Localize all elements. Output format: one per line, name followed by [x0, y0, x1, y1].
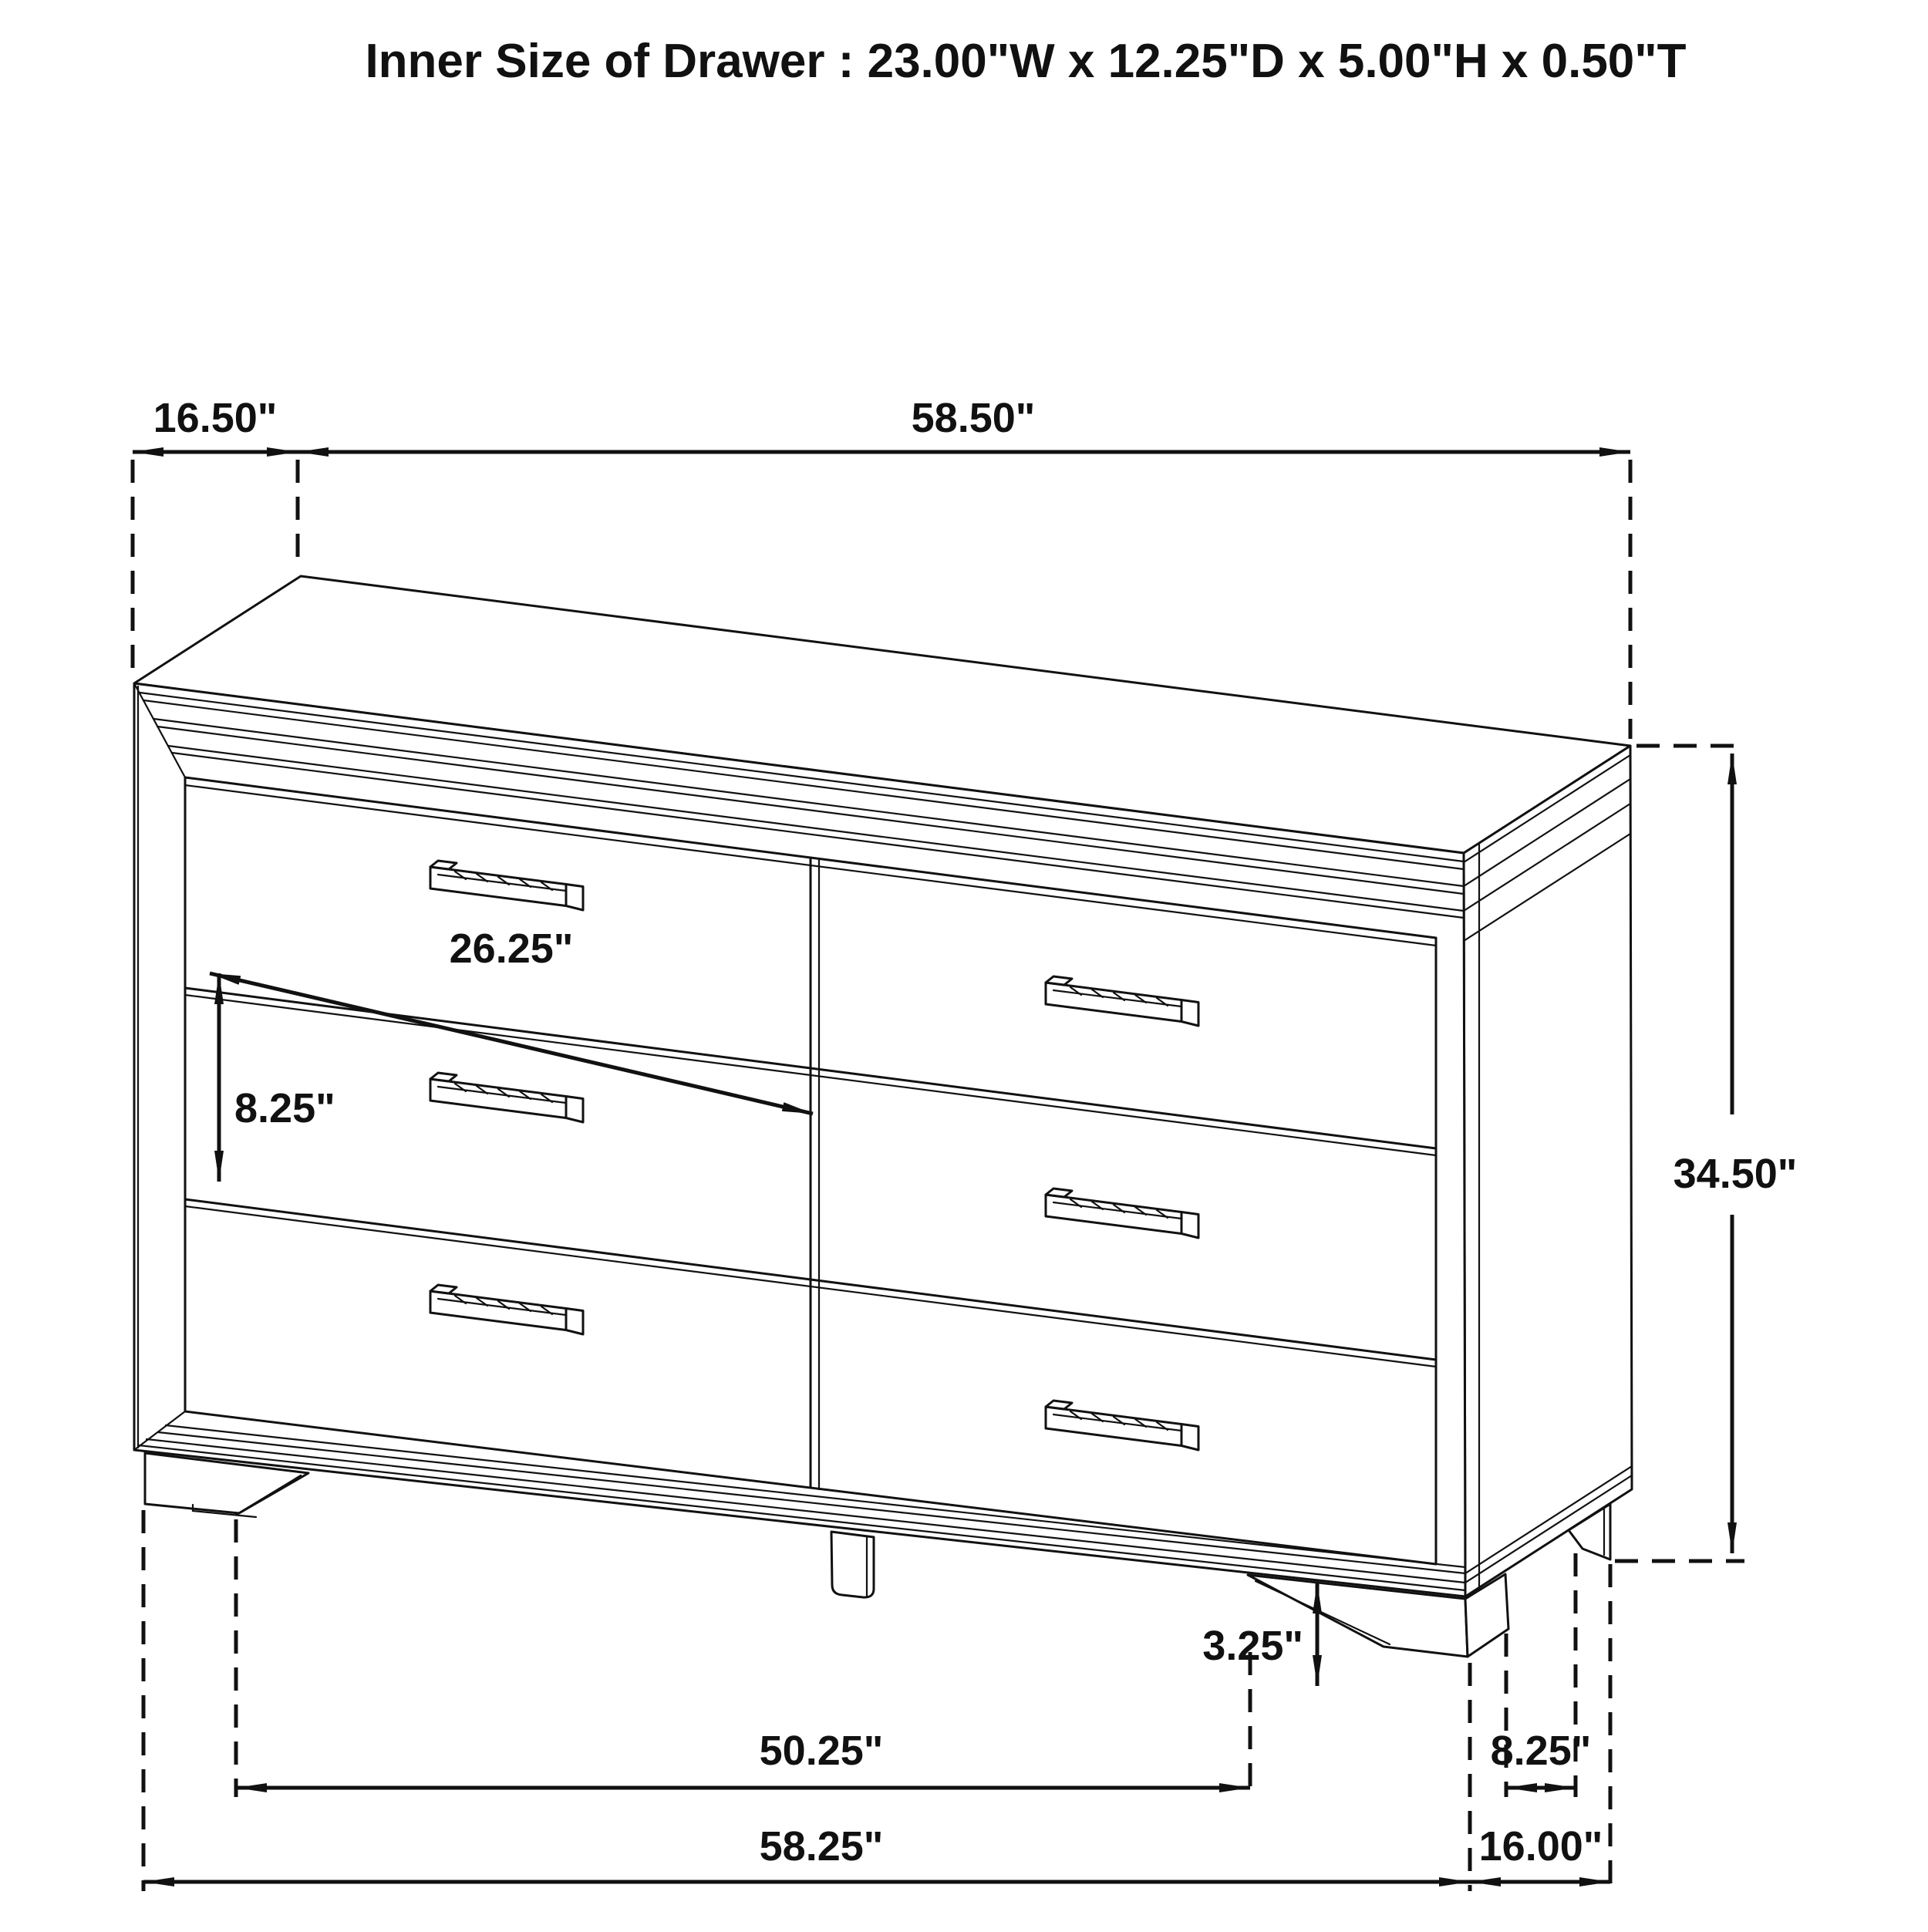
label-leg-height: 3.25"	[1202, 1623, 1303, 1669]
label-top-depth: 16.50"	[153, 395, 278, 441]
dresser	[134, 576, 1632, 1657]
label-bottom-depth: 16.00"	[1478, 1823, 1603, 1870]
drawing-title: Inner Size of Drawer : 23.00"W x 12.25"D x 5.00"H x 0.50"T	[365, 35, 1687, 88]
label-drawer-height: 8.25"	[234, 1085, 335, 1131]
side-face	[1464, 746, 1632, 1610]
dimension-overall-height	[1615, 746, 1797, 1561]
label-drawer-width: 26.25"	[449, 926, 574, 972]
label-side-leg-span: 8.25"	[1490, 1728, 1592, 1774]
label-top-width: 58.50"	[911, 395, 1036, 441]
label-bottom-width: 58.25"	[759, 1823, 884, 1870]
label-front-leg-span: 50.25"	[759, 1728, 884, 1774]
center-leg	[831, 1532, 874, 1597]
label-overall-height: 34.50"	[1673, 1151, 1798, 1197]
